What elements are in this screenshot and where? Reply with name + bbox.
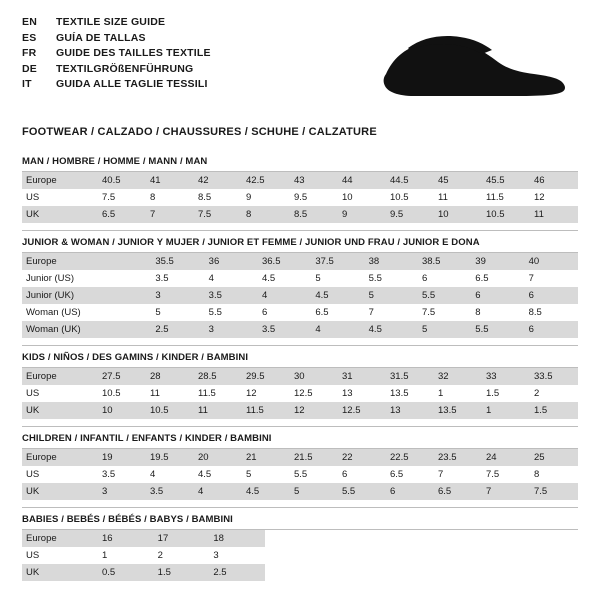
size-table-man [22,172,578,223]
size-cell: 7.5 [421,307,436,318]
size-cell: 25 [530,449,578,466]
size-cell: 4.5 [261,273,276,284]
size-cell: 4.5 [198,469,212,480]
size-cell: 6.5 [98,206,146,223]
size-cell [98,304,151,321]
row-label: Europe [22,449,98,466]
size-cell: 28.5 [194,368,242,385]
size-cell: 1 [438,388,444,399]
table-row [22,547,265,564]
size-cell: 5.5 [418,287,471,304]
size-cell: 8.5 [290,206,338,223]
table-row [22,253,578,270]
size-cell: 19.5 [146,449,194,466]
size-cell: 43 [290,172,338,189]
language-row [22,63,211,79]
size-cell: 8.5 [528,307,542,318]
size-cell: 7 [438,469,444,480]
size-cell: 8.5 [198,192,212,203]
table-row [22,189,578,206]
size-cell: 6.5 [315,307,329,318]
size-cell: 2.5 [209,564,265,581]
size-cell: 38.5 [418,253,471,270]
size-cell: 10.5 [390,192,409,203]
size-cell: 9 [246,192,252,203]
size-cell: 5.5 [471,321,524,338]
size-cell: 1.5 [530,402,578,419]
size-cell: 3.5 [205,287,258,304]
size-cell: 5 [315,273,321,284]
size-cell: 6.5 [475,273,489,284]
size-cell: 12 [534,192,545,203]
size-cell: 7 [482,483,530,500]
category-title: FOOTWEAR / CALZADO / CHAUSSURES / SCHUHE / CALZATURE [22,126,377,138]
size-cell: 6 [525,321,578,338]
size-cell: 20 [194,449,242,466]
divider [22,426,578,427]
page-header [22,16,578,108]
divider [22,345,578,346]
language-code: IT [22,78,32,90]
size-cell: 6 [525,287,578,304]
size-cell: 7 [146,206,194,223]
size-cell: 5.5 [208,307,222,318]
size-cell: 5 [290,483,338,500]
size-cell: 4 [258,287,311,304]
size-cell: 31.5 [386,368,434,385]
size-cell: 45.5 [482,172,530,189]
size-block-kids [22,352,578,427]
size-cell: 6 [421,273,428,284]
size-cell: 5 [418,321,471,338]
size-cell: 13 [342,388,353,399]
size-cell: 7.5 [486,469,500,480]
row-label: UK [22,564,98,581]
size-cell: 6 [342,469,348,480]
size-cell: 3 [213,550,219,561]
size-cell: 35.5 [151,253,204,270]
table-row [22,530,265,547]
size-table-junior-woman [22,253,578,338]
block-title: CHILDREN / INFANTIL / ENFANTS / KINDER / BAMBINI [22,433,578,449]
table-row [22,304,578,321]
size-cell: 0.5 [98,564,154,581]
size-cell: 3 [205,321,258,338]
size-cell: 44 [338,172,386,189]
language-text: TEXTILGRÖßENFÜHRUNG [56,62,194,75]
size-cell: 1.5 [154,564,210,581]
size-cell: 6.5 [390,469,404,480]
size-cell: 8 [242,206,290,223]
size-cell: 7 [368,307,374,318]
language-code: ES [22,31,37,44]
table-row [22,385,578,402]
size-cell: 19 [98,449,146,466]
table-row [22,402,578,419]
block-title: MAN / HOMBRE / HOMME / MANN / MAN [22,156,578,172]
size-table-children [22,449,578,500]
table-row [22,287,578,304]
size-cell: 9 [338,206,386,223]
block-title: BABIES / BEBÉS / BÉBÉS / BABYS / BAMBINI [22,514,578,530]
language-text: GUIDA ALLE TAGLIE TESSILI [56,78,208,90]
size-cell: 10 [434,206,482,223]
size-cell: 33.5 [530,368,578,385]
size-cell: 5.5 [338,483,386,500]
language-text: GUÍA DE TALLAS [56,31,146,44]
table-row [22,270,578,287]
row-label: US [26,192,40,203]
size-cell: 13.5 [434,402,482,419]
table-row [22,449,578,466]
row-label: UK [22,402,98,419]
size-cell: 22 [338,449,386,466]
size-cell [98,287,151,304]
size-cell: 10 [98,402,146,419]
size-cell: 30 [290,368,338,385]
language-code: DE [22,62,37,75]
size-cell: 4.5 [242,483,290,500]
size-cell [98,253,151,270]
size-cell: 13 [386,402,434,419]
size-cell: 11 [530,206,578,223]
size-cell: 33 [482,368,530,385]
size-cell: 18 [209,530,265,547]
row-label: Woman (US) [26,307,81,318]
table-row [22,368,578,385]
size-cell [98,270,151,287]
size-cell: 3.5 [258,321,311,338]
size-cell: 2.5 [151,321,204,338]
divider [22,230,578,231]
size-cell: 5 [246,469,252,480]
row-label: Europe [22,530,98,547]
table-row [22,321,578,338]
size-cell: 36 [205,253,258,270]
size-cell: 40 [525,253,578,270]
size-cell [98,321,151,338]
size-cell: 12 [290,402,338,419]
size-cell: 11 [150,388,160,399]
row-label: Junior (UK) [22,287,98,304]
size-cell: 31 [338,368,386,385]
row-label: UK [22,483,98,500]
size-cell: 6 [386,483,434,500]
size-cell: 4 [150,469,156,480]
size-cell: 11.5 [242,402,290,419]
language-text: GUIDE DES TAILLES TEXTILE [56,47,211,59]
size-cell: 21 [242,449,290,466]
language-row [22,47,211,63]
size-cell: 11.5 [486,192,504,203]
row-label: Woman (UK) [22,321,98,338]
size-cell: 5.5 [294,469,308,480]
block-title: KIDS / NIÑOS / DES GAMINS / KINDER / BAMBINI [22,352,578,368]
size-cell: 27.5 [98,368,146,385]
table-row [22,206,578,223]
size-cell: 8 [475,307,481,318]
size-cell: 9.5 [386,206,434,223]
size-cell: 6 [261,307,268,318]
table-row [22,483,578,500]
size-cell: 10 [342,192,353,203]
row-label: Europe [22,172,98,189]
size-cell: 8 [150,192,156,203]
size-cell: 7 [528,273,534,284]
size-cell: 46 [530,172,578,189]
table-row [22,564,265,581]
size-cell: 36.5 [258,253,311,270]
language-code: EN [22,16,37,28]
dress-shoe-icon [378,26,568,104]
size-cell: 38 [365,253,418,270]
size-cell: 4 [311,321,364,338]
language-text: TEXTILE SIZE GUIDE [56,16,166,28]
size-cell: 8 [534,469,540,480]
size-cell: 12.5 [338,402,386,419]
size-cell: 1 [482,402,530,419]
size-cell: 40.5 [98,172,146,189]
size-block-babies [22,514,578,581]
size-cell: 10.5 [146,402,194,419]
size-cell: 5.5 [368,273,382,284]
size-cell: 11 [194,402,242,419]
row-label: UK [22,206,98,223]
size-cell: 12.5 [294,388,313,399]
size-cell: 7.5 [194,206,242,223]
size-cell: 2 [534,388,540,399]
row-label: Europe [22,253,98,270]
size-block-man [22,156,578,231]
row-label: Europe [22,368,98,385]
size-cell: 29.5 [242,368,290,385]
size-cell: 3.5 [155,273,169,284]
size-cell: 42.5 [242,172,290,189]
divider [22,507,578,508]
size-cell: 44.5 [386,172,434,189]
size-cell: 6 [471,287,524,304]
size-cell: 9.5 [294,192,308,203]
size-cell: 7.5 [102,192,116,203]
size-cell: 12 [246,388,257,399]
size-block-junior-woman [22,237,578,346]
size-cell: 7.5 [530,483,578,500]
size-table-kids [22,368,578,419]
size-cell: 24 [482,449,530,466]
size-cell: 3.5 [146,483,194,500]
language-code: FR [22,47,37,59]
size-cell: 37.5 [311,253,364,270]
size-cell: 5 [365,287,418,304]
size-cell: 10.5 [482,206,530,223]
size-cell: 23.5 [434,449,482,466]
size-cell: 1 [102,550,108,561]
size-cell: 32 [434,368,482,385]
size-cell: 4 [208,273,214,284]
row-label: US [26,388,40,399]
language-row [22,32,211,48]
row-label: US [26,550,40,561]
table-row [22,466,578,483]
size-cell: 3.5 [102,469,116,480]
size-cell: 5 [155,307,161,318]
row-label: Junior (US) [26,273,75,284]
language-row [22,16,211,32]
size-cell: 41 [146,172,194,189]
size-cell: 39 [471,253,524,270]
size-cell: 17 [154,530,210,547]
size-cell: 3 [151,287,204,304]
size-cell: 10.5 [102,388,121,399]
size-cell: 45 [434,172,482,189]
size-cell: 11.5 [198,388,216,399]
size-cell: 1.5 [486,388,500,399]
size-cell: 21.5 [290,449,338,466]
size-cell: 22.5 [386,449,434,466]
size-cell: 4 [194,483,242,500]
size-cell: 4.5 [311,287,364,304]
language-list [22,16,211,94]
row-label: US [26,469,40,480]
table-row [22,172,578,189]
size-table-babies [22,530,265,581]
size-cell: 4.5 [365,321,418,338]
size-cell: 28 [146,368,194,385]
size-cell: 11 [438,192,448,203]
size-cell: 3 [98,483,146,500]
size-cell: 6.5 [434,483,482,500]
size-block-children [22,433,578,508]
language-row [22,78,211,94]
size-cell: 2 [157,550,163,561]
size-cell: 13.5 [390,388,409,399]
size-cell: 16 [98,530,154,547]
block-title: JUNIOR & WOMAN / JUNIOR Y MUJER / JUNIOR ET FEMME / JUNIOR UND FRAU / JUNIOR E DONA [22,237,578,253]
size-cell: 42 [194,172,242,189]
